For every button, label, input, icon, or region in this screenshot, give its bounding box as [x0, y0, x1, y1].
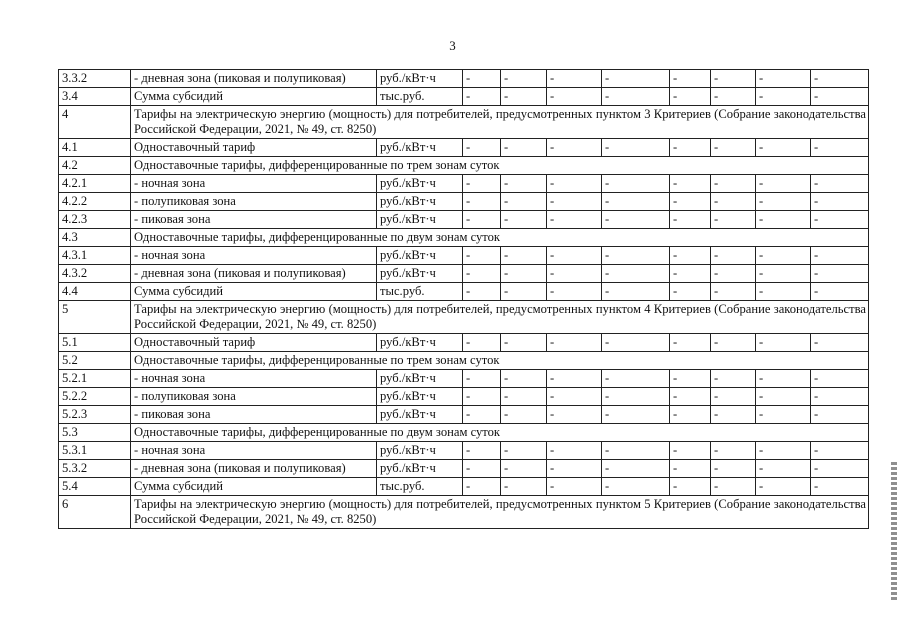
row-number: 5.3.2 [59, 460, 131, 478]
row-number: 4.4 [59, 283, 131, 301]
value-cell: - [501, 370, 547, 388]
value-cell: - [811, 88, 869, 106]
row-number: 5.2.3 [59, 406, 131, 424]
row-number: 5.3 [59, 424, 131, 442]
value-cell: - [670, 442, 711, 460]
value-cell: - [547, 283, 602, 301]
value-cell: - [711, 334, 756, 352]
value-cell: - [547, 334, 602, 352]
value-cell: - [501, 334, 547, 352]
unit-cell: руб./кВт·ч [377, 175, 463, 193]
value-cell: - [501, 70, 547, 88]
value-cell: - [547, 247, 602, 265]
item-name: Одноставочный тариф [131, 334, 377, 352]
value-cell: - [811, 442, 869, 460]
value-cell: - [463, 265, 501, 283]
table-row [59, 211, 869, 229]
row-number: 5.2.1 [59, 370, 131, 388]
value-cell: - [670, 193, 711, 211]
row-number: 4.2 [59, 157, 131, 175]
value-cell: - [756, 370, 811, 388]
value-cell: - [711, 247, 756, 265]
row-number: 4.2.3 [59, 211, 131, 229]
value-cell: - [547, 442, 602, 460]
value-cell: - [756, 265, 811, 283]
table-row [59, 265, 869, 283]
value-cell: - [463, 388, 501, 406]
value-cell: - [602, 442, 670, 460]
row-number: 3.3.2 [59, 70, 131, 88]
value-cell: - [501, 139, 547, 157]
value-cell: - [547, 175, 602, 193]
item-name: - ночная зона [131, 442, 377, 460]
value-cell: - [756, 478, 811, 496]
value-cell: - [501, 193, 547, 211]
value-cell: - [602, 388, 670, 406]
value-cell: - [463, 442, 501, 460]
section-title: Одноставочные тарифы, дифференцированные по двум зонам суток [131, 229, 869, 247]
value-cell: - [670, 175, 711, 193]
value-cell: - [547, 139, 602, 157]
value-cell: - [811, 211, 869, 229]
section-title: Одноставочные тарифы, дифференцированные по двум зонам суток [131, 424, 869, 442]
value-cell: - [602, 370, 670, 388]
value-cell: - [811, 247, 869, 265]
value-cell: - [602, 478, 670, 496]
table-row [59, 478, 869, 496]
section-row [59, 424, 869, 442]
value-cell: - [463, 193, 501, 211]
item-name: - полупиковая зона [131, 388, 377, 406]
value-cell: - [547, 70, 602, 88]
value-cell: - [811, 334, 869, 352]
item-name: - ночная зона [131, 247, 377, 265]
row-number: 4.2.1 [59, 175, 131, 193]
row-number: 4.3 [59, 229, 131, 247]
table-row [59, 460, 869, 478]
value-cell: - [711, 406, 756, 424]
value-cell: - [547, 478, 602, 496]
value-cell: - [501, 478, 547, 496]
value-cell: - [670, 265, 711, 283]
item-name: Одноставочный тариф [131, 139, 377, 157]
value-cell: - [501, 265, 547, 283]
item-name: - ночная зона [131, 175, 377, 193]
value-cell: - [547, 388, 602, 406]
unit-cell: тыс.руб. [377, 88, 463, 106]
table-row [59, 442, 869, 460]
value-cell: - [670, 460, 711, 478]
value-cell: - [711, 388, 756, 406]
value-cell: - [670, 283, 711, 301]
section-row [59, 352, 869, 370]
row-number: 5.2 [59, 352, 131, 370]
row-number: 4.2.2 [59, 193, 131, 211]
value-cell: - [501, 247, 547, 265]
value-cell: - [756, 388, 811, 406]
value-cell: - [463, 139, 501, 157]
value-cell: - [756, 460, 811, 478]
table-row [59, 283, 869, 301]
section-row [59, 106, 869, 139]
value-cell: - [602, 406, 670, 424]
item-name: - ночная зона [131, 370, 377, 388]
table-row [59, 247, 869, 265]
value-cell: - [756, 88, 811, 106]
value-cell: - [811, 406, 869, 424]
value-cell: - [463, 247, 501, 265]
value-cell: - [463, 406, 501, 424]
value-cell: - [547, 265, 602, 283]
item-name: - дневная зона (пиковая и полупиковая) [131, 460, 377, 478]
tariff-table [58, 69, 869, 529]
row-number: 4.3.2 [59, 265, 131, 283]
value-cell: - [811, 70, 869, 88]
value-cell: - [711, 442, 756, 460]
unit-cell: руб./кВт·ч [377, 247, 463, 265]
unit-cell: руб./кВт·ч [377, 70, 463, 88]
value-cell: - [670, 88, 711, 106]
section-row [59, 496, 869, 529]
value-cell: - [463, 460, 501, 478]
value-cell: - [602, 247, 670, 265]
scan-edge-mark [891, 462, 897, 602]
value-cell: - [602, 460, 670, 478]
item-name: Сумма субсидий [131, 283, 377, 301]
value-cell: - [602, 265, 670, 283]
table-row [59, 406, 869, 424]
section-title: Одноставочные тарифы, дифференцированные по трем зонам суток [131, 157, 869, 175]
value-cell: - [670, 70, 711, 88]
value-cell: - [602, 70, 670, 88]
value-cell: - [501, 460, 547, 478]
value-cell: - [547, 370, 602, 388]
table-row [59, 175, 869, 193]
table-body [59, 70, 869, 529]
value-cell: - [670, 370, 711, 388]
value-cell: - [501, 211, 547, 229]
item-name: Сумма субсидий [131, 88, 377, 106]
unit-cell: руб./кВт·ч [377, 388, 463, 406]
value-cell: - [463, 478, 501, 496]
value-cell: - [463, 211, 501, 229]
value-cell: - [501, 388, 547, 406]
unit-cell: руб./кВт·ч [377, 460, 463, 478]
value-cell: - [463, 70, 501, 88]
value-cell: - [501, 442, 547, 460]
table-row [59, 370, 869, 388]
unit-cell: тыс.руб. [377, 283, 463, 301]
unit-cell: руб./кВт·ч [377, 139, 463, 157]
value-cell: - [463, 88, 501, 106]
table-row [59, 88, 869, 106]
item-name: Сумма субсидий [131, 478, 377, 496]
value-cell: - [811, 139, 869, 157]
value-cell: - [602, 175, 670, 193]
value-cell: - [756, 334, 811, 352]
value-cell: - [501, 406, 547, 424]
value-cell: - [711, 175, 756, 193]
value-cell: - [670, 388, 711, 406]
value-cell: - [756, 139, 811, 157]
value-cell: - [547, 211, 602, 229]
page-number: 3 [449, 38, 456, 53]
value-cell: - [711, 370, 756, 388]
table-row [59, 193, 869, 211]
value-cell: - [811, 388, 869, 406]
section-title: Одноставочные тарифы, дифференцированные по трем зонам суток [131, 352, 869, 370]
unit-cell: руб./кВт·ч [377, 211, 463, 229]
row-number: 5.3.1 [59, 442, 131, 460]
row-number: 4.3.1 [59, 247, 131, 265]
value-cell: - [463, 175, 501, 193]
unit-cell: тыс.руб. [377, 478, 463, 496]
row-number: 3.4 [59, 88, 131, 106]
unit-cell: руб./кВт·ч [377, 193, 463, 211]
value-cell: - [602, 283, 670, 301]
row-number: 5.1 [59, 334, 131, 352]
value-cell: - [756, 247, 811, 265]
item-name: - пиковая зона [131, 211, 377, 229]
value-cell: - [756, 406, 811, 424]
row-number: 5.4 [59, 478, 131, 496]
value-cell: - [670, 247, 711, 265]
value-cell: - [711, 478, 756, 496]
value-cell: - [602, 193, 670, 211]
unit-cell: руб./кВт·ч [377, 334, 463, 352]
row-number: 5.2.2 [59, 388, 131, 406]
value-cell: - [501, 88, 547, 106]
value-cell: - [547, 406, 602, 424]
value-cell: - [463, 334, 501, 352]
item-name: - дневная зона (пиковая и полупиковая) [131, 70, 377, 88]
value-cell: - [711, 88, 756, 106]
row-number: 4.1 [59, 139, 131, 157]
value-cell: - [670, 478, 711, 496]
value-cell: - [756, 70, 811, 88]
item-name: - дневная зона (пиковая и полупиковая) [131, 265, 377, 283]
table-row [59, 139, 869, 157]
value-cell: - [711, 283, 756, 301]
value-cell: - [756, 193, 811, 211]
section-row [59, 229, 869, 247]
value-cell: - [711, 460, 756, 478]
section-title: Тарифы на электрическую энергию (мощность) для потребителей, предусмотренных пунктом 4 Критериев (Собрание законодательства Российской Федерации, 2021, № 49, ст. 8250) [131, 301, 869, 334]
value-cell: - [811, 370, 869, 388]
value-cell: - [811, 193, 869, 211]
value-cell: - [811, 175, 869, 193]
value-cell: - [670, 139, 711, 157]
value-cell: - [602, 88, 670, 106]
value-cell: - [811, 478, 869, 496]
table-row [59, 334, 869, 352]
value-cell: - [463, 370, 501, 388]
table-row [59, 388, 869, 406]
value-cell: - [711, 265, 756, 283]
unit-cell: руб./кВт·ч [377, 370, 463, 388]
value-cell: - [463, 283, 501, 301]
section-title: Тарифы на электрическую энергию (мощность) для потребителей, предусмотренных пунктом 3 Критериев (Собрание законодательства Российской Федерации, 2021, № 49, ст. 8250) [131, 106, 869, 139]
item-name: - пиковая зона [131, 406, 377, 424]
value-cell: - [547, 88, 602, 106]
value-cell: - [670, 334, 711, 352]
row-number: 5 [59, 301, 131, 334]
value-cell: - [811, 283, 869, 301]
section-title: Тарифы на электрическую энергию (мощность) для потребителей, предусмотренных пунктом 5 Критериев (Собрание законодательства Российской Федерации, 2021, № 49, ст. 8250) [131, 496, 869, 529]
row-number: 6 [59, 496, 131, 529]
section-row [59, 157, 869, 175]
value-cell: - [756, 442, 811, 460]
table-row [59, 70, 869, 88]
value-cell: - [711, 193, 756, 211]
value-cell: - [756, 175, 811, 193]
value-cell: - [602, 139, 670, 157]
item-name: - полупиковая зона [131, 193, 377, 211]
row-number: 4 [59, 106, 131, 139]
value-cell: - [670, 211, 711, 229]
value-cell: - [711, 139, 756, 157]
unit-cell: руб./кВт·ч [377, 406, 463, 424]
value-cell: - [501, 175, 547, 193]
value-cell: - [811, 460, 869, 478]
value-cell: - [602, 211, 670, 229]
value-cell: - [501, 283, 547, 301]
value-cell: - [547, 460, 602, 478]
value-cell: - [756, 283, 811, 301]
value-cell: - [711, 211, 756, 229]
value-cell: - [756, 211, 811, 229]
unit-cell: руб./кВт·ч [377, 265, 463, 283]
value-cell: - [811, 265, 869, 283]
unit-cell: руб./кВт·ч [377, 442, 463, 460]
value-cell: - [602, 334, 670, 352]
value-cell: - [711, 70, 756, 88]
value-cell: - [547, 193, 602, 211]
value-cell: - [670, 406, 711, 424]
section-row [59, 301, 869, 334]
